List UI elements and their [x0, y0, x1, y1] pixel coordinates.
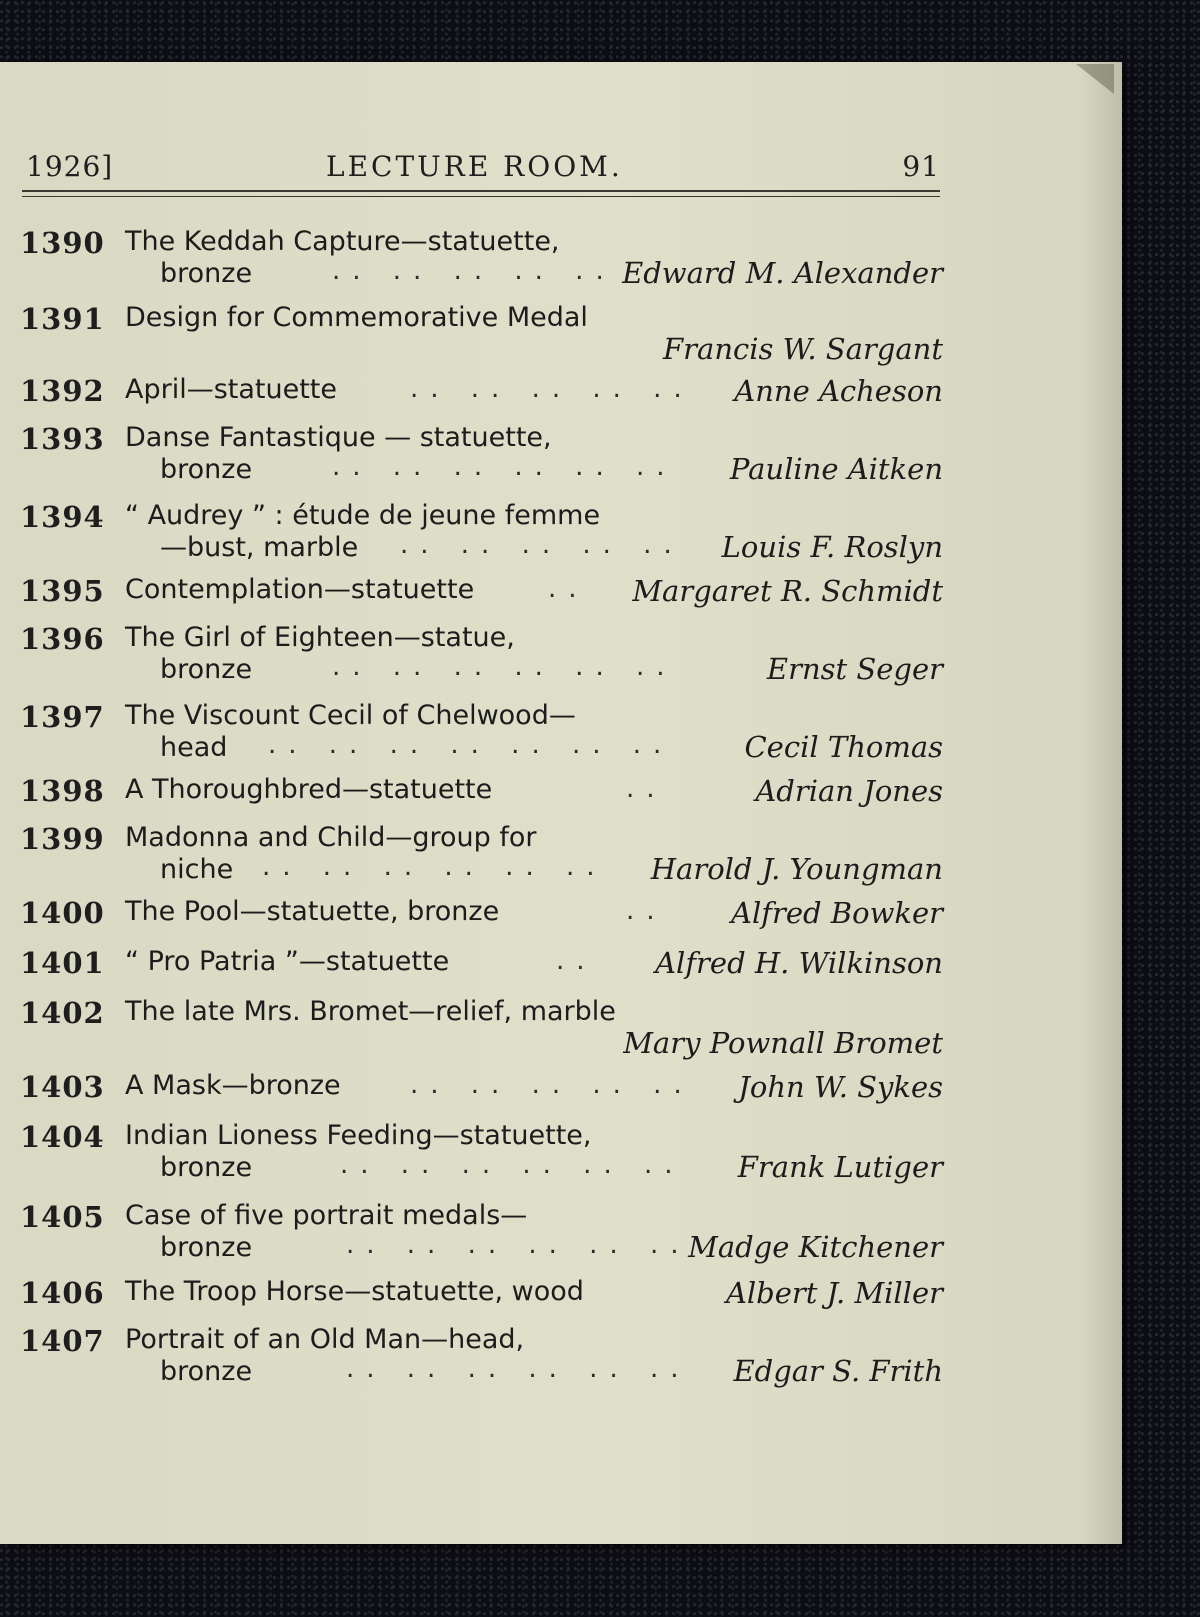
entry-number: 1391	[20, 302, 105, 336]
entry-number: 1402	[20, 996, 105, 1030]
entry-number: 1397	[20, 700, 105, 734]
entry-number: 1404	[20, 1120, 105, 1154]
entry-title-continued: bronze	[160, 1356, 253, 1387]
artist-name: Francis W. Sargant	[663, 332, 943, 366]
entry-number: 1405	[20, 1200, 105, 1234]
entry-title-continued: bronze	[160, 1152, 253, 1183]
entry-number: 1406	[20, 1276, 105, 1310]
artist-name: Albert J. Miller	[725, 1276, 943, 1310]
artist-name: Edward M. Alexander	[622, 256, 943, 290]
artist-name: Louis F. Roslyn	[721, 530, 943, 564]
entry-number: 1400	[20, 896, 105, 930]
header-year: 1926]	[26, 150, 114, 183]
entry-number: 1394	[20, 500, 105, 534]
artist-name: Madge Kitchener	[688, 1230, 943, 1264]
dot-leader: .. .. .. .. .. ..	[346, 1230, 691, 1260]
entry-number: 1393	[20, 422, 105, 456]
entry-title: “ Audrey ” : étude de jeune femme	[125, 500, 601, 531]
entry-number: 1390	[20, 226, 105, 260]
entry-title: The Viscount Cecil of Chelwood—	[125, 700, 576, 731]
artist-name: Ernst Seger	[766, 652, 943, 686]
entry-title: Contemplation—statuette	[125, 574, 475, 605]
dot-leader: .. .. .. .. .. ..	[332, 452, 677, 482]
entry-number: 1392	[20, 374, 105, 408]
dot-leader: .. .. .. .. ..	[400, 530, 684, 560]
dot-leader: .. .. .. .. ..	[332, 256, 616, 286]
entry-title: A Mask—bronze	[125, 1070, 341, 1101]
dot-leader: ..	[556, 946, 597, 976]
entry-number: 1399	[20, 822, 105, 856]
entry-title: Danse Fantastique — statuette,	[125, 422, 552, 453]
entry-title: The Troop Horse—statuette, wood	[125, 1276, 584, 1307]
entry-title: Case of five portrait medals—	[125, 1200, 528, 1231]
entry-title: Madonna and Child—group for	[125, 822, 537, 853]
entry-title: The late Mrs. Bromet—relief, marble	[125, 996, 616, 1027]
catalogue-page	[0, 62, 1122, 1544]
entry-number: 1398	[20, 774, 105, 808]
dot-leader: .. .. .. .. .. .. ..	[268, 730, 674, 760]
header-title: LECTURE ROOM.	[326, 150, 623, 183]
entry-title-continued: —bust, marble	[160, 532, 359, 563]
entry-number: 1403	[20, 1070, 105, 1104]
artist-name: Margaret R. Schmidt	[632, 574, 943, 608]
entry-title: The Pool—statuette, bronze	[125, 896, 500, 927]
entry-title-continued: bronze	[160, 1232, 253, 1263]
artist-name: John W. Sykes	[738, 1070, 943, 1104]
entry-title-continued: niche	[160, 854, 234, 885]
entry-title-continued: head	[160, 732, 228, 763]
artist-name: Adrian Jones	[755, 774, 943, 808]
dot-leader: ..	[626, 774, 667, 804]
folded-corner	[1076, 64, 1114, 94]
dot-leader: .. .. .. .. .. ..	[332, 652, 677, 682]
dot-leader: .. .. .. .. .. ..	[346, 1354, 691, 1384]
artist-name: Pauline Aitken	[729, 452, 943, 486]
entry-title: Design for Commemorative Medal	[125, 302, 588, 333]
artist-name: Alfred H. Wilkinson	[655, 946, 943, 980]
dot-leader: .. .. .. .. .. ..	[340, 1150, 685, 1180]
entry-number: 1396	[20, 622, 105, 656]
artist-name: Mary Pownall Bromet	[623, 1026, 943, 1060]
artist-name: Harold J. Youngman	[650, 852, 943, 886]
artist-name: Alfred Bowker	[731, 896, 943, 930]
page-number: 91	[902, 150, 940, 183]
entry-title: The Keddah Capture—statuette,	[125, 226, 560, 257]
entry-title-continued: bronze	[160, 454, 253, 485]
dot-leader: ..	[548, 574, 589, 604]
artist-name: Anne Acheson	[734, 374, 943, 408]
artist-name: Frank Lutiger	[737, 1150, 943, 1184]
entry-title: Portrait of an Old Man—head,	[125, 1324, 525, 1355]
entry-title-continued: bronze	[160, 258, 253, 289]
dot-leader: .. .. .. .. ..	[410, 1070, 694, 1100]
dot-leader: ..	[626, 896, 667, 926]
dot-leader: .. .. .. .. ..	[410, 374, 694, 404]
entry-title-continued: bronze	[160, 654, 253, 685]
entry-number: 1407	[20, 1324, 105, 1358]
entry-title: A Thoroughbred—statuette	[125, 774, 493, 805]
entry-list	[0, 62, 1122, 1544]
dot-leader: .. .. .. .. .. ..	[262, 852, 607, 882]
entry-title: The Girl of Eighteen—statue,	[125, 622, 515, 653]
artist-name: Cecil Thomas	[744, 730, 943, 764]
entry-title: “ Pro Patria ”—statuette	[125, 946, 450, 977]
entry-number: 1401	[20, 946, 105, 980]
entry-number: 1395	[20, 574, 105, 608]
entry-title: Indian Lioness Feeding—statuette,	[125, 1120, 592, 1151]
entry-title: April—statuette	[125, 374, 338, 405]
artist-name: Edgar S. Frith	[733, 1354, 943, 1388]
